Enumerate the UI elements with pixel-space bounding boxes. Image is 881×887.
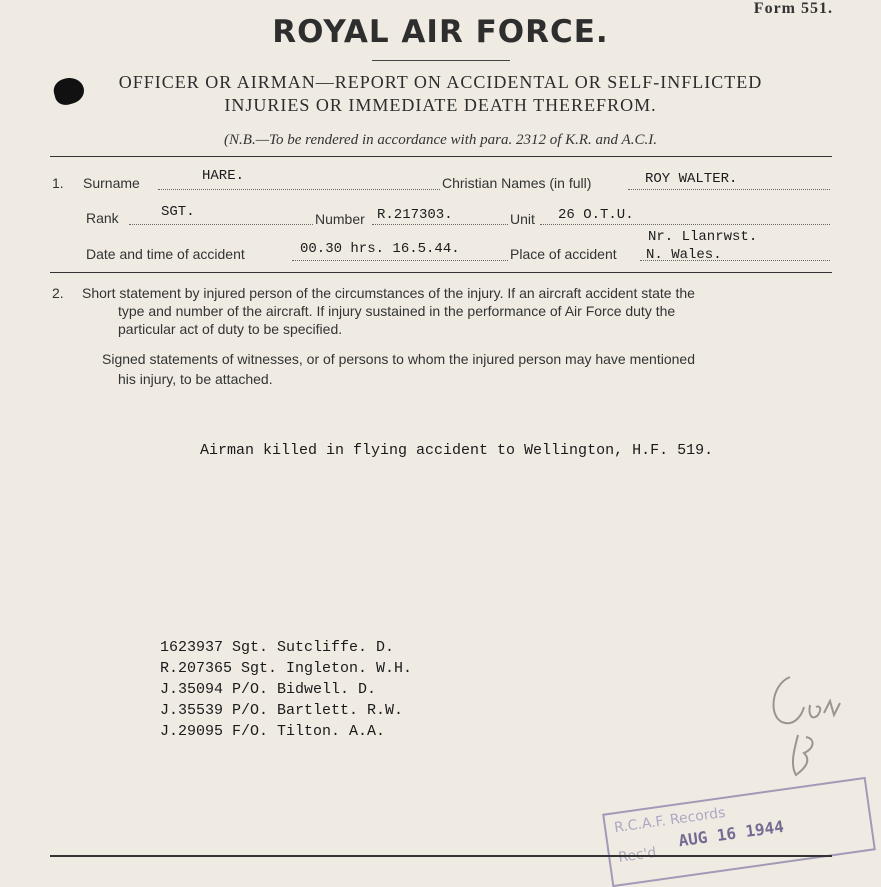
date-dotted-line [292, 260, 508, 261]
rank-value: SGT. [161, 204, 195, 220]
divider-middle [50, 272, 832, 273]
stamp-recd-text: Rec'd [617, 844, 658, 866]
pencil-signature [760, 665, 850, 785]
section-1-number: 1. [52, 175, 64, 191]
unit-dotted-line [540, 224, 830, 225]
title-underline [372, 60, 510, 61]
accident-statement: Airman killed in flying accident to Wellington, H.F. 519. [200, 442, 714, 459]
subtitle-line-2: INJURIES OR IMMEDIATE DEATH THEREFROM. [224, 95, 657, 115]
section-2-number: 2. [52, 285, 64, 301]
witness-instruction-line-1: Signed statements of witnesses, or of persons to whom the injured person may have mentioned [102, 351, 695, 367]
christian-names-dotted-line [628, 189, 830, 190]
witness-instruction-line-2: his injury, to be attached. [118, 371, 273, 387]
unit-value: 26 O.T.U. [558, 207, 634, 223]
kr-aci-note: (N.B.—To be rendered in accordance with para. 2312 of K.R. and A.C.I. [224, 132, 657, 148]
number-value: R.217303. [377, 207, 453, 223]
date-label: Date and time of accident [86, 246, 245, 262]
received-stamp [602, 777, 876, 887]
witness-list [160, 637, 412, 742]
number-dotted-line [372, 224, 508, 225]
divider-bottom [50, 855, 832, 857]
christian-names-value: ROY WALTER. [645, 171, 738, 187]
witness-entry: J.29095 F/O. Tilton. A.A. [160, 723, 386, 740]
instruction-line-1: Short statement by injured person of the circumstances of the injury. If an aircraft accident state the [82, 285, 695, 301]
date-value: 00.30 hrs. 16.5.44. [300, 241, 460, 257]
subtitle-line-1: OFFICER OR AIRMAN—REPORT ON ACCIDENTAL OR SELF-INFLICTED [118, 72, 763, 92]
instruction-line-3: particular act of duty to be specified. [118, 321, 343, 337]
place-value-line-1: Nr. Llanrwst. [648, 229, 758, 245]
rank-label: Rank [86, 210, 119, 226]
witness-entry: J.35094 P/O. Bidwell. D. [160, 681, 377, 698]
divider-top [50, 156, 832, 157]
witness-entry: J.35539 P/O. Bartlett. R.W. [160, 702, 404, 719]
surname-label: Surname [83, 175, 140, 191]
unit-label: Unit [510, 211, 535, 227]
rank-dotted-line [129, 224, 313, 225]
instruction-line-2: type and number of the aircraft. If injury sustained in the performance of Air Force duty the [118, 303, 676, 319]
place-value-line-2: N. Wales. [646, 247, 722, 263]
witness-entry: 1623937 Sgt. Sutcliffe. D. [160, 639, 395, 656]
number-label: Number [315, 211, 365, 227]
surname-value: HARE. [202, 168, 245, 184]
form-number: Form 551. [753, 0, 833, 17]
stamp-date: AUG 16 1944 [677, 816, 785, 851]
place-label: Place of accident [510, 246, 617, 262]
page-title: ROYAL AIR FORCE. [272, 14, 609, 50]
christian-names-label: Christian Names (in full) [442, 175, 592, 191]
stamp-records-text: R.C.A.F. Records [613, 804, 727, 837]
witness-entry: R.207365 Sgt. Ingleton. W.H. [160, 660, 413, 677]
surname-dotted-line [158, 189, 440, 190]
